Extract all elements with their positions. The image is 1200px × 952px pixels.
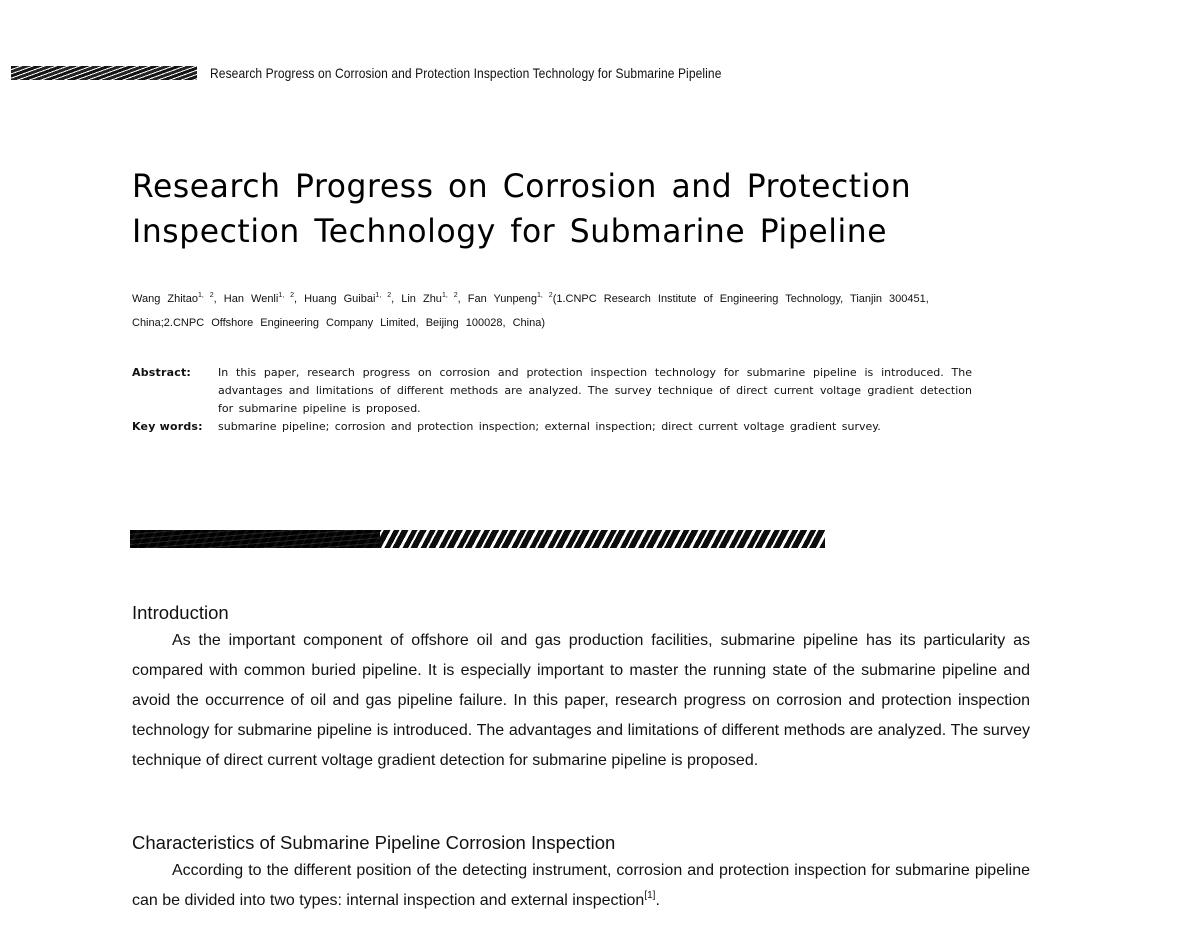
section-paragraph: According to the different position of the detecting instrument, corrosion and protection inspection for submarine pipeline can be divided into two types: internal inspection and external inspection[1]. — [132, 862, 1030, 909]
abstract-block — [132, 364, 972, 436]
section-introduction — [132, 600, 1030, 776]
section-characteristics — [132, 830, 1030, 916]
keywords-row — [132, 418, 972, 436]
paper-title — [132, 164, 911, 254]
affiliations: (1.CNPC Research Institute of Engineering Technology, Tianjin 300451, China;2.CNPC Offshore Engineering Company Limited, Beijing 100028, China) — [132, 293, 929, 329]
header-ornament-graphic — [11, 66, 197, 80]
abstract-label: Abstract: — [132, 366, 192, 379]
author-affiliations — [132, 284, 992, 335]
running-header — [11, 64, 805, 82]
keywords-label: Key words: — [132, 420, 203, 433]
author: Wang Zhitao$^{1, 2}$, — [132, 292, 224, 305]
abstract-text: In this paper, research progress on corrosion and protection inspection technology for submarine pipeline is introduced. The advantages and limitations of different methods are analyzed. The survey technique of direct current voltage gradient detection for submarine pipeline is proposed. — [218, 366, 972, 415]
decorative-divider-solid — [130, 530, 380, 548]
section-paragraph: As the important component of offshore oil and gas production facilities, submarine pipeline has its particularity as compared with common buried pipeline. It is especially important to master the running state of the submarine pipeline and avoid the occurrence of oil and gas pipeline failure. In this paper, research progress on corrosion and protection inspection technology for submarine pipeline is introduced. The advantages and limitations of different methods are analyzed. The survey technique of direct current voltage gradient detection for submarine pipeline is proposed. — [132, 632, 1030, 769]
title-line-1: Research Progress on Corrosion and Protection — [132, 167, 912, 205]
author: Han Wenli$^{1, 2}$, — [223, 292, 305, 305]
citation-ref[interactable]: [1] — [644, 890, 656, 901]
abstract-row — [132, 364, 972, 418]
author: Fan Yunpeng$^{1, 2}$ — [467, 292, 553, 305]
title-line-2: Inspection Technology for Submarine Pipeline — [132, 212, 888, 250]
keywords-text: submarine pipeline; corrosion and protection inspection; external inspection; direct current voltage gradient survey. — [218, 420, 881, 433]
section-heading: Introduction — [132, 602, 229, 623]
author: Lin Zhu$^{1, 2}$, — [401, 292, 468, 305]
section-heading: Characteristics of Submarine Pipeline Corrosion Inspection — [132, 832, 616, 853]
author: Huang Guibai$^{1, 2}$, — [304, 292, 402, 305]
running-header-title: Research Progress on Corrosion and Protection Inspection Technology for Submarine Pipeline — [210, 65, 722, 81]
